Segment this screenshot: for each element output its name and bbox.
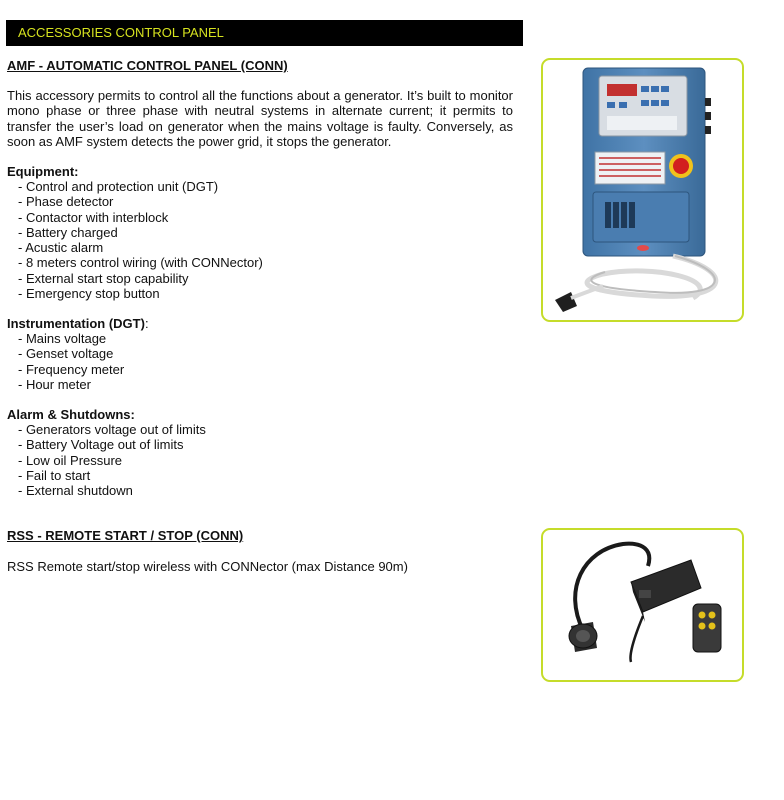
list-item: - Battery Voltage out of limits — [18, 437, 184, 453]
rss-remote-illustration — [543, 530, 742, 680]
rss-title: RSS - REMOTE START / STOP (CONN) — [7, 528, 244, 543]
list-item: - Contactor with interblock — [18, 209, 169, 225]
rss-description: RSS Remote start/stop wireless with CONNector (max Distance 90m) — [7, 559, 408, 574]
list-item: - 8 meters control wiring (with CONNector) — [18, 255, 263, 271]
list-item: - Fail to start — [18, 467, 91, 483]
list-item: - Genset voltage — [18, 346, 114, 362]
amf-panel-illustration — [543, 60, 742, 320]
alarms-title: Alarm & Shutdowns: — [7, 407, 135, 422]
amf-title: AMF - AUTOMATIC CONTROL PANEL (CONN) — [7, 58, 288, 73]
alarms-list — [18, 422, 206, 498]
equipment-list — [18, 179, 263, 301]
instrumentation-heading — [7, 316, 149, 331]
list-item: - Control and protection unit (DGT) — [18, 179, 219, 194]
list-item: - Acustic alarm — [18, 240, 104, 255]
section-header-bar — [6, 20, 523, 46]
list-item: - Frequency meter — [18, 361, 125, 377]
equipment-title: Equipment: — [7, 164, 79, 179]
list-item: - Low oil Pressure — [18, 452, 123, 468]
list-item: - Emergency stop button — [18, 285, 160, 301]
list-item: - Hour meter — [18, 376, 91, 392]
instrumentation-list — [18, 331, 124, 392]
list-item: - External start stop capability — [18, 270, 189, 286]
amf-description: This accessory permits to control all the functions about a generator. It’s built to monitor mono phase or three phase with neutral systems in alternate current; it permits to transfer the user’s load on generator when the mains voltage is faulty. Conversely, as soon as AMF system detects the power grid, it stops the generator. — [7, 88, 513, 149]
list-item: - Mains voltage — [18, 331, 107, 346]
list-item: - Phase detector — [18, 194, 114, 210]
list-item: - External shutdown — [18, 483, 133, 498]
section-header-title: ACCESSORIES CONTROL PANEL — [18, 25, 224, 40]
instrumentation-title: Instrumentation (DGT) — [7, 316, 145, 331]
instrumentation-colon: : — [144, 316, 149, 331]
amf-panel-image — [541, 58, 744, 322]
list-item: - Generators voltage out of limits — [18, 422, 206, 437]
rss-remote-image — [541, 528, 744, 682]
list-item: - Battery charged — [18, 224, 118, 240]
